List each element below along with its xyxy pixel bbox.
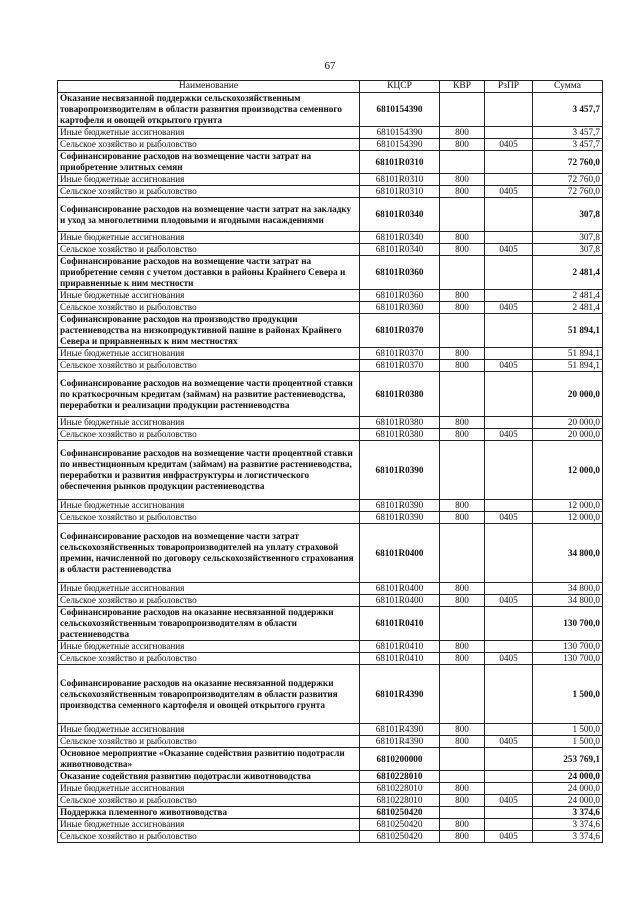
row-kcsr-cell: 68101R0340 (360, 244, 440, 256)
row-sum-cell: 34 800,0 (533, 595, 603, 607)
row-kcsr-cell: 6810200000 (360, 748, 440, 771)
row-kcsr-cell: 68101R0390 (360, 512, 440, 524)
row-rzpr-cell (485, 290, 533, 302)
row-kvr-cell (440, 93, 485, 127)
row-kvr-cell: 800 (440, 302, 485, 314)
table-row (58, 583, 603, 595)
row-kvr-cell: 800 (440, 127, 485, 139)
row-kvr-cell: 800 (440, 653, 485, 665)
row-name-cell: Сельское хозяйство и рыболовство (58, 736, 360, 748)
row-rzpr-cell (485, 198, 533, 232)
row-sum-cell: 307,8 (533, 232, 603, 244)
row-sum-cell: 20 000,0 (533, 417, 603, 429)
row-kvr-cell (440, 807, 485, 819)
table-row (58, 641, 603, 653)
row-sum-cell: 3 374,6 (533, 831, 603, 843)
row-name-cell: Иные бюджетные ассигнования (58, 127, 360, 139)
table-body (58, 93, 603, 843)
row-kcsr-cell: 68101R0360 (360, 290, 440, 302)
row-kvr-cell: 800 (440, 244, 485, 256)
row-kvr-cell (440, 524, 485, 583)
row-rzpr-cell: 0405 (485, 595, 533, 607)
row-kvr-cell (440, 151, 485, 174)
row-rzpr-cell (485, 641, 533, 653)
row-sum-cell: 72 760,0 (533, 186, 603, 198)
row-name-cell: Иные бюджетные ассигнования (58, 290, 360, 302)
table-row (58, 198, 603, 232)
row-rzpr-cell: 0405 (485, 736, 533, 748)
row-kvr-cell: 800 (440, 819, 485, 831)
row-kvr-cell (440, 748, 485, 771)
row-name-cell: Сельское хозяйство и рыболовство (58, 831, 360, 843)
row-kcsr-cell: 6810228010 (360, 783, 440, 795)
row-rzpr-cell (485, 748, 533, 771)
table-row (58, 256, 603, 290)
row-rzpr-cell: 0405 (485, 795, 533, 807)
row-kvr-cell: 800 (440, 290, 485, 302)
row-kcsr-cell: 6810154390 (360, 93, 440, 127)
row-kcsr-cell: 68101R0340 (360, 198, 440, 232)
row-kcsr-cell: 68101R0400 (360, 524, 440, 583)
row-sum-cell: 34 800,0 (533, 583, 603, 595)
row-name-cell: Иные бюджетные ассигнования (58, 783, 360, 795)
row-kvr-cell: 800 (440, 360, 485, 372)
row-kcsr-cell: 6810154390 (360, 127, 440, 139)
row-rzpr-cell (485, 783, 533, 795)
row-name-cell: Оказание несвязанной поддержки сельскохозяйственным товаропроизводителям в области развития производства семенного картофеля и овощей открытого грунта (58, 93, 360, 127)
table-row (58, 665, 603, 724)
row-name-cell: Сельское хозяйство и рыболовство (58, 244, 360, 256)
table-row (58, 807, 603, 819)
row-kcsr-cell: 68101R0390 (360, 500, 440, 512)
row-rzpr-cell (485, 524, 533, 583)
row-name-cell: Сельское хозяйство и рыболовство (58, 653, 360, 665)
row-name-cell: Иные бюджетные ассигнования (58, 232, 360, 244)
row-kcsr-cell: 68101R4390 (360, 665, 440, 724)
row-kcsr-cell: 68101R0310 (360, 151, 440, 174)
row-kcsr-cell: 68101R0380 (360, 417, 440, 429)
row-kvr-cell: 800 (440, 795, 485, 807)
row-kcsr-cell: 68101R0370 (360, 314, 440, 348)
row-name-cell: Основное мероприятие «Оказание содействия развитию подотрасли животноводства» (58, 748, 360, 771)
table-row (58, 417, 603, 429)
row-rzpr-cell: 0405 (485, 186, 533, 198)
table-row (58, 174, 603, 186)
budget-table (57, 80, 603, 843)
row-rzpr-cell (485, 417, 533, 429)
row-sum-cell: 3 457,7 (533, 93, 603, 127)
row-kvr-cell: 800 (440, 429, 485, 441)
row-sum-cell: 24 000,0 (533, 795, 603, 807)
table-row (58, 819, 603, 831)
header-name: Наименование (58, 81, 360, 93)
row-name-cell: Сельское хозяйство и рыболовство (58, 595, 360, 607)
row-sum-cell: 72 760,0 (533, 151, 603, 174)
row-sum-cell: 24 000,0 (533, 771, 603, 783)
table-row (58, 348, 603, 360)
row-rzpr-cell: 0405 (485, 302, 533, 314)
row-name-cell: Софинансирование расходов на возмещение части процентной ставки по инвестиционным кредитам (займам) на развитие растениеводства, переработки и развития инфраструктуры и логистического обеспечения рынков продукции растениеводства (58, 441, 360, 500)
row-sum-cell: 51 894,1 (533, 360, 603, 372)
row-name-cell: Софинансирование расходов на возмещение части процентной ставки по краткосрочным кредитам (займам) на развитие растениеводства, переработки и реализации продукции растениеводства (58, 372, 360, 417)
table-row (58, 360, 603, 372)
row-name-cell: Иные бюджетные ассигнования (58, 417, 360, 429)
row-name-cell: Сельское хозяйство и рыболовство (58, 360, 360, 372)
table-row (58, 441, 603, 500)
row-rzpr-cell (485, 607, 533, 641)
table-row (58, 244, 603, 256)
row-name-cell: Иные бюджетные ассигнования (58, 500, 360, 512)
row-kvr-cell: 800 (440, 417, 485, 429)
row-kvr-cell: 800 (440, 783, 485, 795)
table-row (58, 607, 603, 641)
row-sum-cell: 12 000,0 (533, 500, 603, 512)
row-kvr-cell: 800 (440, 500, 485, 512)
table-row (58, 429, 603, 441)
row-sum-cell: 130 700,0 (533, 653, 603, 665)
row-kcsr-cell: 68101R0360 (360, 256, 440, 290)
row-kvr-cell: 800 (440, 348, 485, 360)
row-sum-cell: 253 769,1 (533, 748, 603, 771)
row-kcsr-cell: 6810154390 (360, 139, 440, 151)
table-row (58, 736, 603, 748)
row-sum-cell: 24 000,0 (533, 783, 603, 795)
table-row (58, 831, 603, 843)
row-rzpr-cell (485, 174, 533, 186)
row-kcsr-cell: 6810250420 (360, 807, 440, 819)
row-kvr-cell: 800 (440, 831, 485, 843)
row-sum-cell: 51 894,1 (533, 348, 603, 360)
row-kcsr-cell: 68101R0410 (360, 607, 440, 641)
row-name-cell: Софинансирование расходов на оказание несвязанной поддержки сельскохозяйственным товаропроизводителям в области растениеводства (58, 607, 360, 641)
row-sum-cell: 3 374,6 (533, 807, 603, 819)
row-kvr-cell: 800 (440, 736, 485, 748)
header-rzpr: РзПР (485, 81, 533, 93)
row-rzpr-cell (485, 372, 533, 417)
row-kvr-cell (440, 665, 485, 724)
row-sum-cell: 12 000,0 (533, 512, 603, 524)
row-kcsr-cell: 68101R0360 (360, 302, 440, 314)
table-header-row (58, 81, 603, 93)
row-kvr-cell (440, 372, 485, 417)
row-rzpr-cell: 0405 (485, 429, 533, 441)
row-name-cell: Сельское хозяйство и рыболовство (58, 795, 360, 807)
row-sum-cell: 130 700,0 (533, 607, 603, 641)
row-kvr-cell (440, 607, 485, 641)
row-sum-cell: 34 800,0 (533, 524, 603, 583)
row-kcsr-cell: 68101R0390 (360, 441, 440, 500)
row-kvr-cell (440, 441, 485, 500)
row-name-cell: Сельское хозяйство и рыболовство (58, 512, 360, 524)
row-kvr-cell (440, 314, 485, 348)
table-row (58, 139, 603, 151)
row-kvr-cell: 800 (440, 583, 485, 595)
row-sum-cell: 3 457,7 (533, 127, 603, 139)
row-rzpr-cell: 0405 (485, 244, 533, 256)
row-name-cell: Оказание содействия развитию подотрасли животноводства (58, 771, 360, 783)
row-rzpr-cell (485, 151, 533, 174)
table-row (58, 372, 603, 417)
row-kvr-cell: 800 (440, 139, 485, 151)
row-rzpr-cell (485, 348, 533, 360)
row-kcsr-cell: 68101R0310 (360, 174, 440, 186)
row-name-cell: Софинансирование расходов на возмещение части затрат на приобретение семян с учетом доставки в районы Крайнего Севера и приравненные к ним местности (58, 256, 360, 290)
row-name-cell: Иные бюджетные ассигнования (58, 348, 360, 360)
row-rzpr-cell (485, 807, 533, 819)
row-kcsr-cell: 68101R0410 (360, 641, 440, 653)
row-name-cell: Иные бюджетные ассигнования (58, 174, 360, 186)
row-sum-cell: 3 374,6 (533, 819, 603, 831)
table-row (58, 500, 603, 512)
row-rzpr-cell: 0405 (485, 831, 533, 843)
table-row (58, 771, 603, 783)
row-sum-cell: 3 457,7 (533, 139, 603, 151)
table-row (58, 186, 603, 198)
row-kcsr-cell: 68101R0310 (360, 186, 440, 198)
row-rzpr-cell: 0405 (485, 139, 533, 151)
row-sum-cell: 20 000,0 (533, 372, 603, 417)
row-rzpr-cell (485, 127, 533, 139)
table-row (58, 127, 603, 139)
row-kcsr-cell: 6810250420 (360, 831, 440, 843)
row-sum-cell: 130 700,0 (533, 641, 603, 653)
row-kvr-cell: 800 (440, 641, 485, 653)
row-kcsr-cell: 68101R0410 (360, 653, 440, 665)
row-name-cell: Иные бюджетные ассигнования (58, 724, 360, 736)
row-kcsr-cell: 6810250420 (360, 819, 440, 831)
row-rzpr-cell (485, 665, 533, 724)
row-name-cell: Софинансирование расходов на возмещение части затрат сельскохозяйственных товаропроизводителей на уплату страховой премии, начисленной по договору сельскохозяйственного страхования в области растениеводства (58, 524, 360, 583)
row-kcsr-cell: 68101R4390 (360, 736, 440, 748)
row-sum-cell: 1 500,0 (533, 724, 603, 736)
page-number: 67 (324, 60, 336, 72)
row-name-cell: Поддержка племенного животноводства (58, 807, 360, 819)
row-rzpr-cell (485, 771, 533, 783)
row-kcsr-cell: 68101R0370 (360, 360, 440, 372)
table-row (58, 151, 603, 174)
table-row (58, 783, 603, 795)
row-sum-cell: 72 760,0 (533, 174, 603, 186)
row-sum-cell: 1 500,0 (533, 736, 603, 748)
row-kcsr-cell: 68101R0380 (360, 372, 440, 417)
table-row (58, 524, 603, 583)
row-kcsr-cell: 68101R0380 (360, 429, 440, 441)
row-name-cell: Софинансирование расходов на возмещение части затрат на закладку и уход за многолетними плодовыми и ягодными насаждениями (58, 198, 360, 232)
row-name-cell: Софинансирование расходов на возмещение части затрат на приобретение элитных семян (58, 151, 360, 174)
row-rzpr-cell (485, 819, 533, 831)
row-sum-cell: 307,8 (533, 244, 603, 256)
row-kcsr-cell: 68101R0400 (360, 595, 440, 607)
row-name-cell: Софинансирование расходов на оказание несвязанной поддержки сельскохозяйственным товаропроизводителям в области развития производства семенного картофеля и овощей открытого грунта (58, 665, 360, 724)
header-sum: Сумма (533, 81, 603, 93)
row-kcsr-cell: 68101R4390 (360, 724, 440, 736)
row-sum-cell: 1 500,0 (533, 665, 603, 724)
row-name-cell: Сельское хозяйство и рыболовство (58, 302, 360, 314)
row-rzpr-cell (485, 500, 533, 512)
row-kcsr-cell: 6810228010 (360, 771, 440, 783)
row-name-cell: Сельское хозяйство и рыболовство (58, 429, 360, 441)
header-kvr: КВР (440, 81, 485, 93)
table-row (58, 595, 603, 607)
row-name-cell: Иные бюджетные ассигнования (58, 819, 360, 831)
row-kvr-cell: 800 (440, 512, 485, 524)
header-kcsr: КЦСР (360, 81, 440, 93)
row-sum-cell: 12 000,0 (533, 441, 603, 500)
row-sum-cell: 2 481,4 (533, 256, 603, 290)
row-rzpr-cell (485, 256, 533, 290)
table-row (58, 512, 603, 524)
row-kcsr-cell: 68101R0370 (360, 348, 440, 360)
row-rzpr-cell (485, 583, 533, 595)
row-name-cell: Иные бюджетные ассигнования (58, 583, 360, 595)
row-kcsr-cell: 68101R0400 (360, 583, 440, 595)
table-row (58, 653, 603, 665)
row-sum-cell: 51 894,1 (533, 314, 603, 348)
row-kvr-cell (440, 256, 485, 290)
table-row (58, 232, 603, 244)
row-rzpr-cell (485, 441, 533, 500)
row-rzpr-cell (485, 314, 533, 348)
row-kvr-cell: 800 (440, 595, 485, 607)
table-row (58, 795, 603, 807)
row-kvr-cell (440, 198, 485, 232)
row-name-cell: Сельское хозяйство и рыболовство (58, 139, 360, 151)
row-rzpr-cell: 0405 (485, 512, 533, 524)
table-row (58, 748, 603, 771)
table-row (58, 93, 603, 127)
row-sum-cell: 2 481,4 (533, 290, 603, 302)
table-row (58, 302, 603, 314)
row-sum-cell: 307,8 (533, 198, 603, 232)
row-rzpr-cell (485, 232, 533, 244)
row-rzpr-cell (485, 93, 533, 127)
table-row (58, 290, 603, 302)
row-kvr-cell: 800 (440, 186, 485, 198)
row-kvr-cell (440, 771, 485, 783)
row-kvr-cell: 800 (440, 174, 485, 186)
row-name-cell: Иные бюджетные ассигнования (58, 641, 360, 653)
row-sum-cell: 2 481,4 (533, 302, 603, 314)
row-name-cell: Сельское хозяйство и рыболовство (58, 186, 360, 198)
row-rzpr-cell: 0405 (485, 360, 533, 372)
table-row (58, 724, 603, 736)
row-sum-cell: 20 000,0 (533, 429, 603, 441)
row-kcsr-cell: 6810228010 (360, 795, 440, 807)
row-kcsr-cell: 68101R0340 (360, 232, 440, 244)
row-rzpr-cell (485, 724, 533, 736)
table-row (58, 314, 603, 348)
row-kvr-cell: 800 (440, 724, 485, 736)
row-kvr-cell: 800 (440, 232, 485, 244)
row-name-cell: Софинансирование расходов на производство продукции растениеводства на низкопродуктивной пашне в районах Крайнего Севера и приравненных к ним местностях (58, 314, 360, 348)
row-rzpr-cell: 0405 (485, 653, 533, 665)
